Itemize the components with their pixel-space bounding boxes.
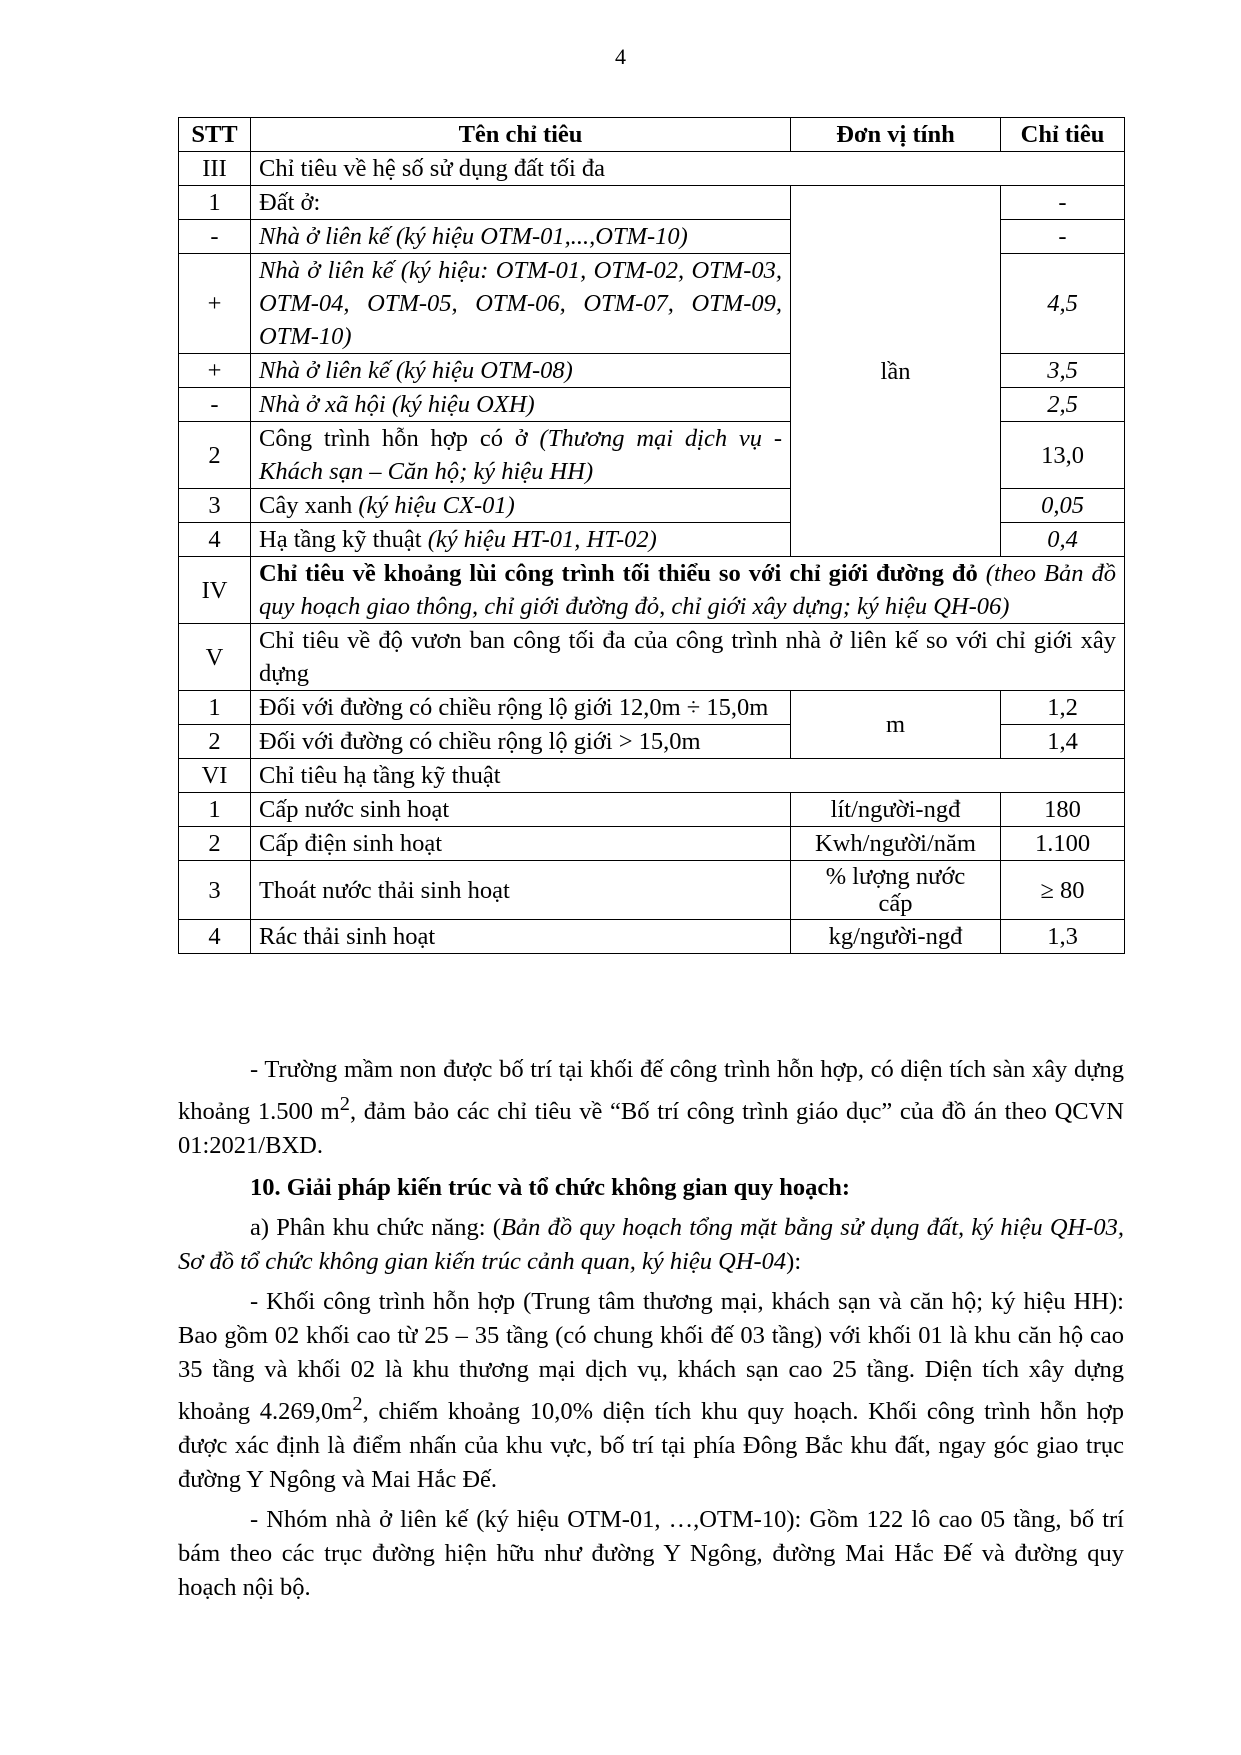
text-run: , chiếm khoảng 10,0% diện tích khu quy hoạch. Khối công trình hỗn hợp được xác định là điểm nhấn của khu vực, bố trí tại phía Đông Bắc khu đất, ngay góc giao trục đường Y Ngông và Mai Hắc Đế.	[178, 1398, 1124, 1494]
section-row	[179, 759, 1125, 793]
row-value: 1,3	[1001, 920, 1125, 954]
row-name-plain: Cây xanh	[259, 492, 359, 519]
row-value: 1,4	[1001, 725, 1125, 759]
row-number: 2	[179, 725, 251, 759]
text-run-italic: Bản đồ quy hoạch tổng mặt bằng sử dụng đất, ký hiệu QH-03, Sơ đồ tổ chức không gian kiến trúc cảnh quan, ký hiệu QH-04	[178, 1214, 1125, 1276]
row-number: -	[179, 388, 251, 422]
row-number: +	[179, 254, 251, 354]
table-header-row	[179, 118, 1125, 152]
row-number: 1	[179, 186, 251, 220]
text-run: , đảm bảo các chỉ tiêu về “Bố trí công trình giáo dục” của đồ án theo QCVN 01:2021/BXD.	[178, 1098, 1125, 1160]
row-unit: % lượng nước cấp	[791, 861, 1001, 920]
header-stt: STT	[179, 118, 251, 152]
row-value: -	[1001, 220, 1125, 254]
superscript: 2	[339, 1093, 350, 1115]
row-name: Nhà ở liên kế (ký hiệu OTM-08)	[251, 354, 791, 388]
row-value: 180	[1001, 793, 1125, 827]
section-heading: 10. Giải pháp kiến trúc và tổ chức không gian quy hoạch:	[250, 1174, 851, 1202]
row-value: 13,0	[1001, 422, 1125, 489]
indicator-table	[178, 117, 1125, 954]
paragraph-kindergarten	[178, 1053, 1124, 1163]
section-number: IV	[179, 557, 251, 624]
row-number: 4	[179, 920, 251, 954]
row-name: Rác thải sinh hoạt	[251, 920, 791, 954]
table-row	[179, 827, 1125, 861]
paragraph-zoning	[178, 1211, 1124, 1279]
header-value: Chỉ tiêu	[1001, 118, 1125, 152]
row-name: Thoát nước thải sinh hoạt	[251, 861, 791, 920]
table-row	[179, 920, 1125, 954]
row-unit: Kwh/người/năm	[791, 827, 1001, 861]
body-text	[178, 1053, 1124, 1611]
row-name	[251, 422, 791, 489]
section-number: VI	[179, 759, 251, 793]
section-title: Chỉ tiêu hạ tầng kỹ thuật	[251, 759, 1125, 793]
section-title: Chỉ tiêu về độ vươn ban công tối đa của công trình nhà ở liên kế so với chỉ giới xây dựng	[251, 624, 1125, 691]
row-number: 1	[179, 691, 251, 725]
row-name	[251, 523, 791, 557]
section-row	[179, 624, 1125, 691]
section-title	[251, 557, 1125, 624]
text-run: a) Phân khu chức năng: (	[250, 1214, 501, 1242]
row-value: 0,05	[1001, 489, 1125, 523]
section-number: III	[179, 152, 251, 186]
row-name-plain: Hạ tầng kỹ thuật	[259, 526, 428, 553]
row-name: Đất ở:	[251, 186, 791, 220]
header-unit: Đơn vị tính	[791, 118, 1001, 152]
section-number: V	[179, 624, 251, 691]
row-number: +	[179, 354, 251, 388]
section-title-italic: (theo Bản đồ quy hoạch giao thông, chỉ giới đường đỏ, chỉ giới xây dựng; ký hiệu QH-06)	[259, 560, 1116, 620]
row-number: 2	[179, 422, 251, 489]
paragraph-mixed-use	[178, 1285, 1124, 1497]
row-value: -	[1001, 186, 1125, 220]
row-number: 4	[179, 523, 251, 557]
row-name: Nhà ở xã hội (ký hiệu OXH)	[251, 388, 791, 422]
section-row	[179, 557, 1125, 624]
table-row	[179, 793, 1125, 827]
row-value: 4,5	[1001, 254, 1125, 354]
unit-cell: m	[791, 691, 1001, 759]
row-number: 2	[179, 827, 251, 861]
text-run: - Khối công trình hỗn hợp (Trung tâm thương mại, khách sạn và căn hộ; ký hiệu HH): Bao gồm 02 khối cao từ 25 – 35 tầng (có chung khối đế 03 tầng) với khối 01 là khu căn hộ cao 35 tầng và khối 02 là khu thương mại dịch vụ, khách sạn cao 25 tầng. Diện tích xây dựng khoảng 4.269,0m	[178, 1288, 1124, 1426]
row-name: Đối với đường có chiều rộng lộ giới 12,0m ÷ 15,0m	[251, 691, 791, 725]
row-name: Cấp nước sinh hoạt	[251, 793, 791, 827]
row-number: -	[179, 220, 251, 254]
row-name: Cấp điện sinh hoạt	[251, 827, 791, 861]
row-unit: kg/người-ngđ	[791, 920, 1001, 954]
row-number: 1	[179, 793, 251, 827]
table-row	[179, 861, 1125, 920]
section-title: Chỉ tiêu về hệ số sử dụng đất tối đa	[251, 152, 1125, 186]
section-title-bold: Chỉ tiêu về khoảng lùi công trình tối thiểu so với chỉ giới đường đỏ	[259, 560, 978, 587]
row-value: 2,5	[1001, 388, 1125, 422]
superscript: 2	[352, 1393, 363, 1416]
table-row	[179, 691, 1125, 725]
table-row	[179, 186, 1125, 220]
row-value: 1.100	[1001, 827, 1125, 861]
row-name-italic: (ký hiệu CX-01)	[358, 492, 515, 519]
row-value: 0,4	[1001, 523, 1125, 557]
row-value: ≥ 80	[1001, 861, 1125, 920]
row-number: 3	[179, 489, 251, 523]
row-name-plain: Công trình hỗn hợp có ở	[259, 425, 540, 452]
row-name-italic: (Thương mại dịch vụ - Khách sạn – Căn hộ; ký hiệu HH)	[259, 425, 782, 485]
page-number: 4	[615, 44, 626, 69]
row-unit: lít/người-ngđ	[791, 793, 1001, 827]
text-run: - Trường mầm non được bố trí tại khối đế công trình hỗn hợp, có diện tích sàn xây dựng khoảng 1.500 m	[178, 1056, 1124, 1126]
text-run: ):	[786, 1248, 802, 1276]
row-name: Nhà ở liên kế (ký hiệu OTM-01,...,OTM-10)	[251, 220, 791, 254]
header-name: Tên chỉ tiêu	[251, 118, 791, 152]
row-name-italic: (ký hiệu HT-01, HT-02)	[427, 526, 657, 553]
row-name: Đối với đường có chiều rộng lộ giới > 15,0m	[251, 725, 791, 759]
row-value: 1,2	[1001, 691, 1125, 725]
row-number: 3	[179, 861, 251, 920]
paragraph-townhouses: - Nhóm nhà ở liên kế (ký hiệu OTM-01, …,OTM-10): Gồm 122 lô cao 05 tầng, bố trí bám theo các trục đường hiện hữu như đường Y Ngông, đường Mai Hắc Đế và đường quy hoạch nội bộ.	[178, 1506, 1124, 1602]
section-row	[179, 152, 1125, 186]
row-name: Nhà ở liên kế (ký hiệu: OTM-01, OTM-02, OTM-03, OTM-04, OTM-05, OTM-06, OTM-07, OTM-09, OTM-10)	[251, 254, 791, 354]
unit-cell: lần	[791, 186, 1001, 557]
row-value: 3,5	[1001, 354, 1125, 388]
row-name	[251, 489, 791, 523]
